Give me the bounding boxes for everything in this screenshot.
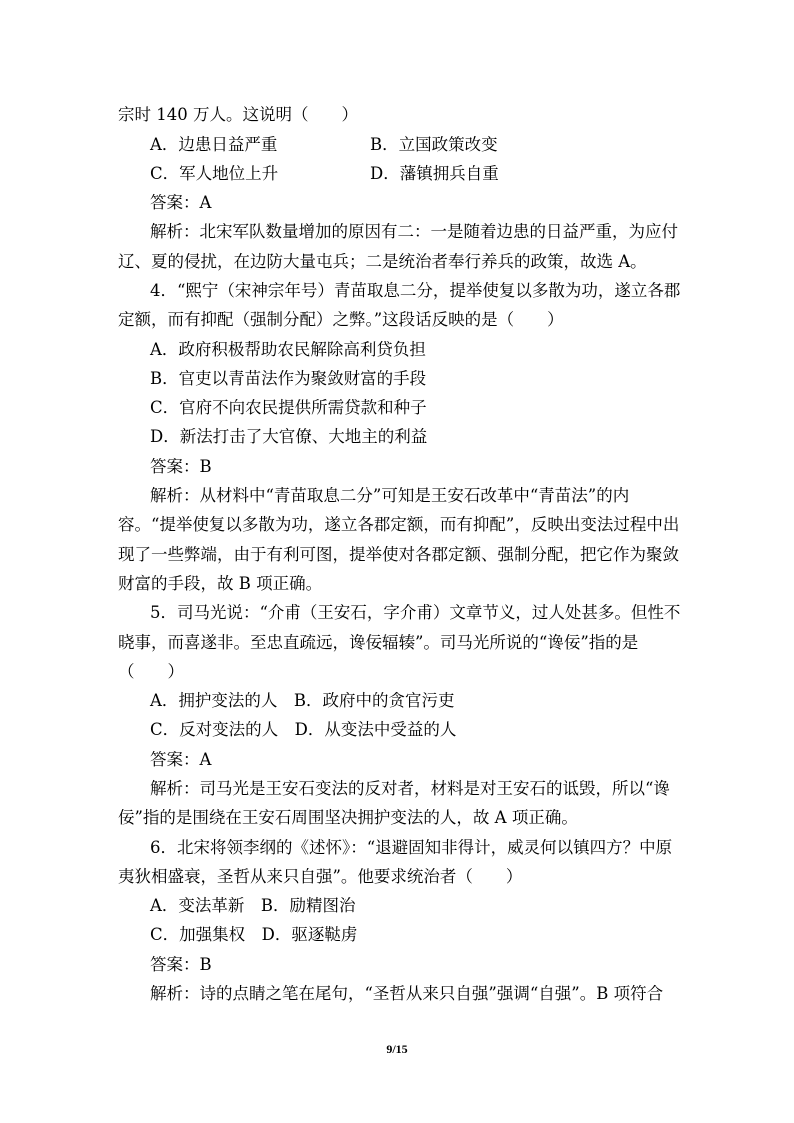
answer-line: 答案：B: [150, 457, 212, 476]
option-line: A．变法革新 B．励精图治: [150, 896, 356, 915]
analysis-line: 现了一些弊端，由于有利可图，提举使对各郡定额、强制分配，把它作为聚敛: [118, 545, 679, 564]
option-b: B．官吏以青苗法作为聚敛财富的手段: [150, 369, 427, 388]
analysis-line: 佞”指的是围绕在王安石周围坚决拥护变法的人，故 A 项正确。: [118, 808, 578, 827]
option-a: A．边患日益严重: [150, 135, 278, 154]
option-line: A．拥护变法的人 B．政府中的贪官污吏: [150, 691, 455, 710]
option-c: C．军人地位上升: [150, 164, 279, 183]
answer-line: 答案：A: [150, 750, 212, 769]
option-a: A．政府积极帮助农民解除高利贷负担: [150, 340, 426, 359]
analysis-line: 财富的手段，故 B 项正确。: [118, 574, 323, 593]
option-c: C．官府不向农民提供所需贷款和种子: [150, 398, 427, 417]
analysis-line: 解析：北宋军队数量增加的原因有二：一是随着边患的日益严重，为应付: [150, 222, 678, 241]
question-line: 6．北宋将领李纲的《述怀》：“退避固知非得计，威灵何以镇四方？中原: [150, 838, 673, 857]
question-line: 晓事，而喜遂非。至忠直疏远，谗佞辐辏”。司马光所说的“谗佞”指的是: [118, 633, 639, 652]
question-line: （ ）: [118, 662, 184, 681]
option-d: D．藩镇拥兵自重: [370, 164, 499, 183]
option-line: C．加强集权 D．驱逐鞑虏: [150, 925, 358, 944]
question-line: 夷狄相盛衰，圣哲从来只自强”。他要求统治者（ ）: [118, 867, 523, 886]
option-line: C．反对变法的人 D．从变法中受益的人: [150, 720, 457, 739]
text-line: 宗时 140 万人。这说明（ ）: [118, 105, 358, 124]
analysis-line: 解析：司马光是王安石变法的反对者，材料是对王安石的诋毁，所以“谗: [150, 779, 670, 798]
question-line: 定额，而有抑配（强制分配）之弊。”这段话反映的是（ ）: [118, 310, 564, 329]
answer-line: 答案：B: [150, 955, 212, 974]
analysis-line: 辽、夏的侵扰，在边防大量屯兵；二是统治者奉行养兵的政策，故选 A。: [118, 252, 647, 271]
analysis-line: 解析：诗的点睛之笔在尾句，“圣哲从来只自强”强调“自强”。B 项符合: [150, 984, 664, 1003]
question-line: 4．“熙宁（宋神宗年号）青苗取息二分，提举使复以多散为功，遂立各郡: [150, 281, 681, 300]
page-number: 9/15: [386, 1042, 408, 1056]
answer-line: 答案：A: [150, 193, 212, 212]
option-b: B．立国政策改变: [370, 135, 498, 154]
analysis-line: 解析：从材料中“青苗取息二分”可知是王安石改革中“青苗法”的内: [150, 486, 630, 505]
analysis-line: 容。“提举使复以多散为功，遂立各郡定额，而有抑配”，反映出变法过程中出: [118, 515, 680, 534]
option-d: D．新法打击了大官僚、大地主的利益: [150, 427, 428, 446]
question-line: 5．司马光说：“介甫（王安石，字介甫）文章节义，过人处甚多。但性不: [150, 603, 681, 622]
